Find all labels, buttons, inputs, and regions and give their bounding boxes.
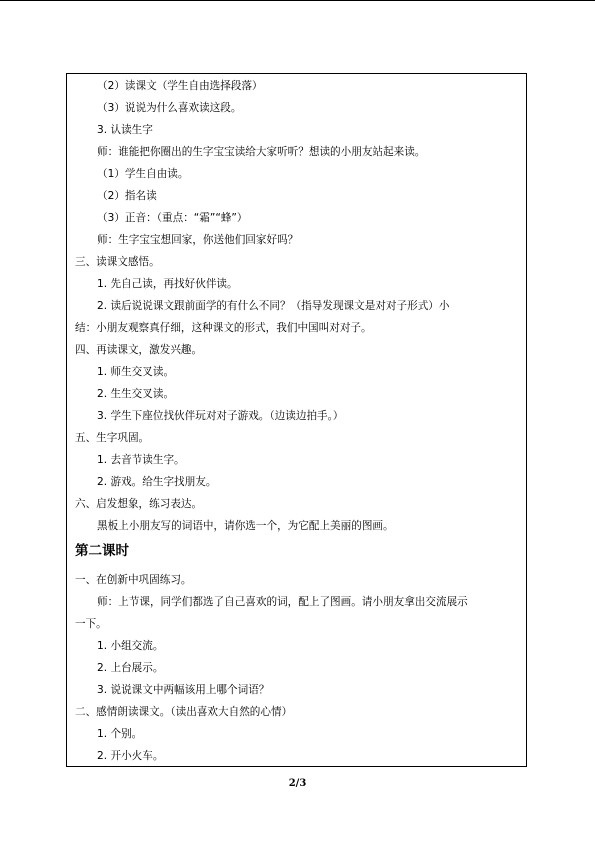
- text-line: 师：谁能把你圈出的生字宝宝读给大家听听？想读的小朋友站起来读。: [97, 146, 426, 158]
- section-title: 五、生字巩固。: [75, 432, 150, 444]
- text-line: （3）正音：（重点：“霜”“蜂”）: [97, 212, 248, 224]
- text-line: 1. 个别。: [97, 728, 143, 740]
- text-line: 3. 学生下座位找伙伴玩对对子游戏。（边读边拍手。）: [97, 410, 344, 422]
- section-title: 二、感情朗读课文。（读出喜欢大自然的心情）: [75, 706, 293, 718]
- section-heading: 第二课时: [75, 543, 129, 559]
- section-title: 三、读课文感悟。: [75, 256, 160, 268]
- section-title: 一、在创新中巩固练习。: [75, 574, 192, 586]
- text-line: 2. 读后说说课文跟前面学的有什么不同？（指导发现课文是对对子形式）小: [97, 300, 450, 312]
- text-line: 结：小朋友观察真仔细，这种课文的形式，我们中国叫对对子。: [75, 322, 372, 334]
- text-line: 3. 说说课文中两幅该用上哪个词语？: [97, 684, 270, 696]
- page-number: 2/3: [288, 778, 307, 789]
- text-line: 2. 开小火车。: [97, 750, 164, 762]
- section-title: 四、再读课文，激发兴趣。: [75, 344, 203, 356]
- text-line: 师：上节课，同学们都选了自己喜欢的词，配上了图画。请小朋友拿出交流展示: [97, 596, 468, 608]
- text-line: 一下。: [75, 618, 107, 630]
- section-title: 六、启发想象，练习表达。: [75, 498, 203, 510]
- top-rule: [0, 0, 595, 1]
- content-frame: [66, 73, 527, 767]
- text-line: 1. 去音节读生字。: [97, 454, 185, 466]
- text-line: 2. 游戏。给生字找朋友。: [97, 476, 217, 488]
- text-line: （2）读课文（学生自由选择段落）: [97, 80, 263, 92]
- text-line: （2）指名读: [97, 190, 157, 202]
- text-line: 黑板上小朋友写的词语中，请你选一个，为它配上美丽的图画。: [97, 520, 394, 532]
- text-line: 1. 师生交叉读。: [97, 366, 175, 378]
- text-line: （3）说说为什么喜欢读这段。: [97, 102, 242, 114]
- text-line: 2. 生生交叉读。: [97, 388, 175, 400]
- text-line: 1. 先自己读，再找好伙伴读。: [97, 278, 238, 290]
- text-line: 师：生字宝宝想回家，你送他们回家好吗？: [97, 234, 299, 246]
- text-line: 3. 认读生字: [97, 124, 153, 136]
- text-line: （1）学生自由读。: [97, 168, 189, 180]
- text-line: 1. 小组交流。: [97, 640, 164, 652]
- text-line: 2. 上台展示。: [97, 662, 164, 674]
